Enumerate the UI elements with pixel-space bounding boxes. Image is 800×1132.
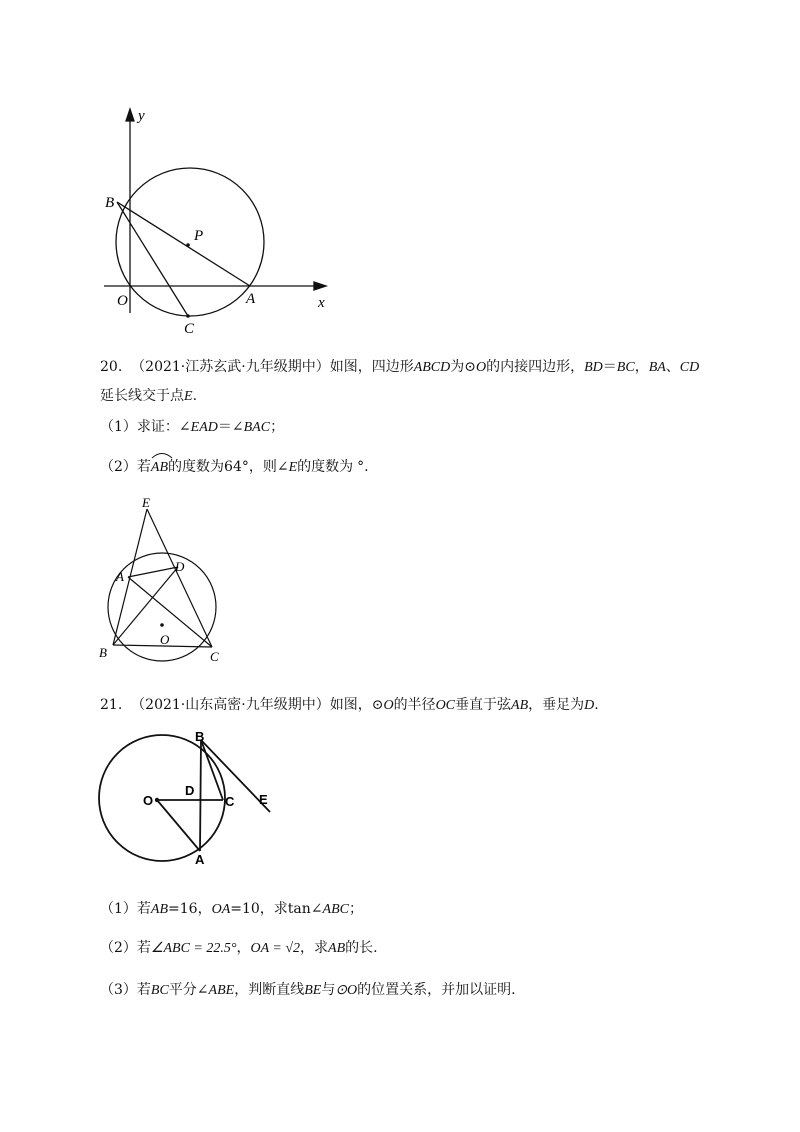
q21-text: 的半径 (393, 697, 436, 713)
q20-text: 延长线交于点 (100, 388, 184, 404)
q21-part1 (100, 899, 363, 920)
q20-ead: EAD (190, 420, 218, 435)
q20-quad: ABCD (413, 360, 451, 375)
q20-text: ； (270, 419, 285, 435)
arc-mark-icon (151, 451, 173, 459)
circle-p (116, 168, 264, 316)
q20-sep: 、 (665, 359, 680, 375)
q21-p2-angle: ∠ABC = 22.5° (150, 941, 237, 956)
q21-source: （2021·山东高密·九年级期中） (131, 697, 330, 713)
q20-line1 (100, 357, 699, 378)
q20-text: 如图，四边形 (329, 359, 414, 375)
q20-line2 (100, 386, 197, 407)
q21-circle: O (383, 698, 394, 713)
label-y: y (138, 108, 145, 124)
label-p: P (194, 228, 204, 244)
label-o: O (143, 793, 154, 808)
q21-part3-number: （3） (100, 982, 137, 998)
q21-text: 如图， (329, 697, 372, 713)
q21-p1-ab: AB (150, 902, 169, 917)
q21-text: 与 (321, 982, 336, 998)
q21-part1-number: （1） (100, 901, 137, 917)
q20-angle-e: E (288, 460, 298, 475)
q21-number: 21. (100, 697, 123, 713)
q21-p3-bc: BC (150, 983, 169, 998)
point-p (186, 243, 190, 247)
q21-text: ； (348, 901, 363, 917)
q20-text: 的度数为 (297, 459, 354, 475)
q21-p1-abc: ABC (322, 902, 349, 917)
q21-text: . (594, 697, 599, 713)
q21-p3-abe: ABE (208, 983, 235, 998)
q20-arc-ab (151, 459, 168, 475)
label-a: A (246, 291, 256, 307)
q20-source: （2021·江苏玄武·九年级期中） (131, 359, 330, 375)
q21-ab: AB (511, 698, 529, 713)
q21-text: 的长. (345, 940, 378, 956)
label-d: D (185, 783, 195, 798)
label-b: B (105, 195, 115, 211)
q20-bd: BD (584, 360, 603, 375)
q21-part2-number: （2） (100, 940, 137, 956)
q21-p2-ab: AB (328, 941, 346, 956)
figure-cyclic-quadrilateral (90, 495, 240, 670)
segment-ba (200, 740, 201, 851)
point-c (186, 314, 190, 318)
label-c: C (210, 649, 219, 664)
q20-circle: O (476, 360, 487, 375)
q21-text: 的位置关系，并加以证明. (357, 982, 516, 998)
label-c: C (184, 321, 195, 337)
q21-p3-circle: ⊙O (335, 983, 358, 998)
q20-arc-label: AB (150, 460, 169, 475)
label-d: D (175, 559, 185, 574)
q21-text: ，判断直线 (234, 982, 305, 998)
q21-p2-oa: OA = √2 (250, 941, 301, 956)
q21-text: 若 (136, 940, 151, 956)
q21-text: =10，求 (230, 901, 288, 917)
x-axis-arrow (314, 282, 326, 290)
q21-text: 若 (136, 901, 151, 917)
q20-eq: ＝ (602, 359, 617, 375)
q20-part1 (100, 417, 284, 438)
figure-radius-chord (95, 728, 280, 868)
q20-part2 (100, 457, 369, 479)
label-o: O (117, 293, 128, 309)
q21-text: =16， (168, 901, 212, 917)
q21-text: ， (236, 940, 251, 956)
point-o (155, 798, 159, 802)
label-b: B (99, 645, 107, 660)
q20-part1-number: （1） (100, 419, 137, 435)
label-x: x (318, 295, 325, 311)
q21-tan: tan∠ (287, 901, 323, 917)
q20-text: 求证：∠ (136, 419, 191, 435)
q21-text: 若 (136, 982, 151, 998)
q20-text: 若 (136, 459, 151, 475)
label-e: E (142, 495, 150, 510)
q21-text: ，求 (300, 940, 329, 956)
q21-line1 (100, 695, 599, 716)
q20-text: 为⊙ (450, 359, 476, 375)
label-a: A (116, 569, 124, 584)
q20-text: °. (357, 459, 369, 475)
q21-text: ，垂足为 (528, 697, 585, 713)
label-b: B (195, 729, 205, 744)
segment-ba (117, 202, 250, 286)
segment-ec (147, 509, 212, 647)
q20-bc: BC (616, 360, 635, 375)
q20-text: . (192, 388, 198, 404)
q20-text: 的内接四边形， (486, 359, 585, 375)
point-o (160, 623, 164, 627)
y-axis-arrow (126, 109, 134, 121)
q21-part3 (100, 980, 516, 1001)
label-e: E (259, 792, 268, 807)
figure-circle-axes (100, 105, 340, 340)
q21-text: 垂直于弦 (455, 697, 512, 713)
q21-d: D (584, 698, 595, 713)
q20-text: ， (634, 359, 649, 375)
circle-symbol: ⊙ (371, 697, 384, 713)
segment-oa (157, 800, 200, 851)
q20-bac: BAC (243, 420, 271, 435)
segment-bc (201, 740, 223, 800)
q20-number: 20. (100, 359, 123, 375)
q20-cd: CD (679, 360, 700, 375)
q21-oc: OC (435, 698, 456, 713)
q21-part2 (100, 938, 378, 959)
q21-p3-be: BE (304, 983, 322, 998)
q21-text: 平分∠ (168, 982, 209, 998)
label-c: C (225, 794, 235, 809)
q20-part2-number: （2） (100, 459, 137, 475)
q20-ba: BA (648, 360, 666, 375)
q20-point-e: E (184, 389, 193, 404)
q20-text: ＝∠ (217, 419, 244, 435)
q21-p1-oa: OA (211, 902, 231, 917)
label-a: A (195, 852, 205, 867)
label-o: O (160, 632, 170, 647)
q20-text: 的度数为64°，则∠ (168, 459, 289, 475)
